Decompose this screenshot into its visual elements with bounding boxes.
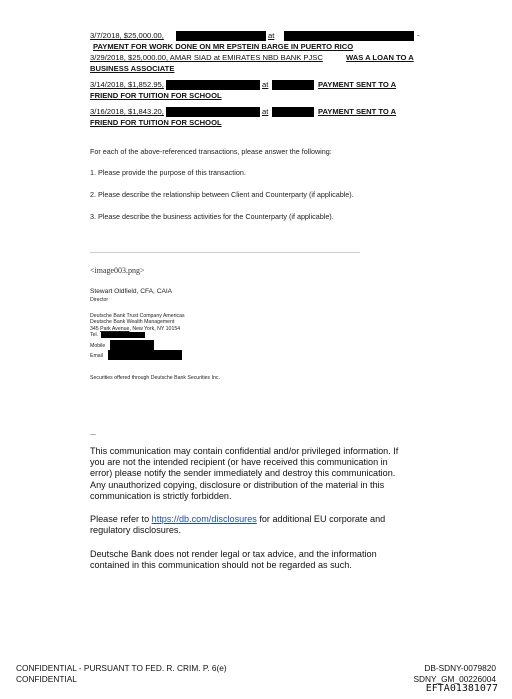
- disclosures-link[interactable]: https://db.com/disclosures: [151, 514, 257, 524]
- redaction-bar: [176, 31, 266, 41]
- email-label: Email: [90, 353, 103, 359]
- securities-notice: Securities offered through Deutsche Bank Securities Inc.: [90, 375, 220, 381]
- divider: [90, 252, 360, 253]
- transaction-2-note: WAS A LOAN TO A: [346, 53, 414, 62]
- disclaimer-paragraph-1: This communication may contain confidential and/or privileged information. If you are not the intended recipient (or have received this communication in error) please notify the sender immediately and destroy this communication. Any unauthorized copying, disclosure or distribution of the material in this communication is strictly forbidden.: [90, 446, 399, 501]
- org-line-2: Deutsche Bank Wealth Management: [90, 319, 175, 325]
- footer-efta-stamp: EFTA01381077: [425, 683, 498, 694]
- redaction-bar: [272, 107, 314, 117]
- transaction-4-description: FRIEND FOR TUITION FOR SCHOOL: [90, 118, 222, 127]
- transaction-1-date-amount: 3/7/2018, $25,000.00,: [90, 31, 164, 40]
- signatory-name: Stewart Oldfield, CFA, CAIA: [90, 288, 173, 295]
- transaction-1-description: PAYMENT FOR WORK DONE ON MR EPSTEIN BARGE IN PUERTO RICO: [93, 42, 354, 51]
- redaction-bar: [272, 80, 314, 90]
- transaction-3-note: PAYMENT SENT TO A: [318, 80, 397, 89]
- question-3: 3. Please describe the business activities for the Counterparty (if applicable).: [90, 212, 334, 221]
- redaction-bar: [101, 332, 145, 338]
- question-2: 2. Please describe the relationship between Client and Counterparty (if applicable).: [90, 190, 354, 199]
- transaction-2-date-amount: 3/29/2018, $25,000.00, AMAR SIAD at EMIRATES NBD BANK PJSC: [90, 53, 323, 62]
- transaction-4-note: PAYMENT SENT TO A: [318, 107, 397, 116]
- footer-bates-2: SDNY_GM_00226004: [413, 674, 496, 684]
- request-intro: For each of the above-referenced transactions, please answer the following:: [90, 147, 332, 156]
- question-1: 1. Please provide the purpose of this transaction.: [90, 168, 246, 177]
- org-line-1: Deutsche Bank Trust Company Americas: [90, 313, 185, 319]
- redaction-bar: [166, 107, 260, 117]
- transaction-1-at: at: [268, 31, 275, 40]
- redaction-bar: [110, 340, 154, 350]
- disclaimer-paragraph-3: Deutsche Bank does not render legal or tax advice, and the information contained in this communication should not be regarded as such.: [90, 549, 377, 571]
- redaction-bar: [284, 31, 414, 41]
- transaction-3-description: FRIEND FOR TUITION FOR SCHOOL: [90, 91, 222, 100]
- address-line: 345 Park Avenue, New York, NY 10154: [90, 326, 181, 332]
- footer-confidential: CONFIDENTIAL: [16, 674, 77, 684]
- redaction-bar: [108, 350, 182, 360]
- transaction-3-date-amount: 3/14/2018, $1,852.95,: [90, 80, 164, 89]
- transaction-2-description: BUSINESS ASSOCIATE: [90, 64, 175, 73]
- tel-label: Tel.: [90, 332, 99, 338]
- separator: ---: [90, 432, 96, 438]
- footer-bates-1: DB-SDNY-0079820: [424, 663, 496, 673]
- signatory-title: Director: [90, 297, 109, 303]
- transaction-3-at: at: [262, 80, 269, 89]
- transaction-4-date-amount: 3/16/2018, $1,843.20,: [90, 107, 164, 116]
- disclaimer-paragraph-2: Please refer to https://db.com/disclosures for additional EU corporate and regulatory disclosures.: [90, 514, 386, 536]
- footer-confidential-notice: CONFIDENTIAL - PURSUANT TO FED. R. CRIM. P. 6(e): [16, 663, 227, 673]
- image-placeholder: <image003.png>: [90, 266, 145, 275]
- transaction-4-at: at: [262, 107, 269, 116]
- transaction-1-dash: -: [417, 31, 420, 40]
- mobile-label: Mobile: [90, 343, 106, 349]
- redaction-bar: [166, 80, 260, 90]
